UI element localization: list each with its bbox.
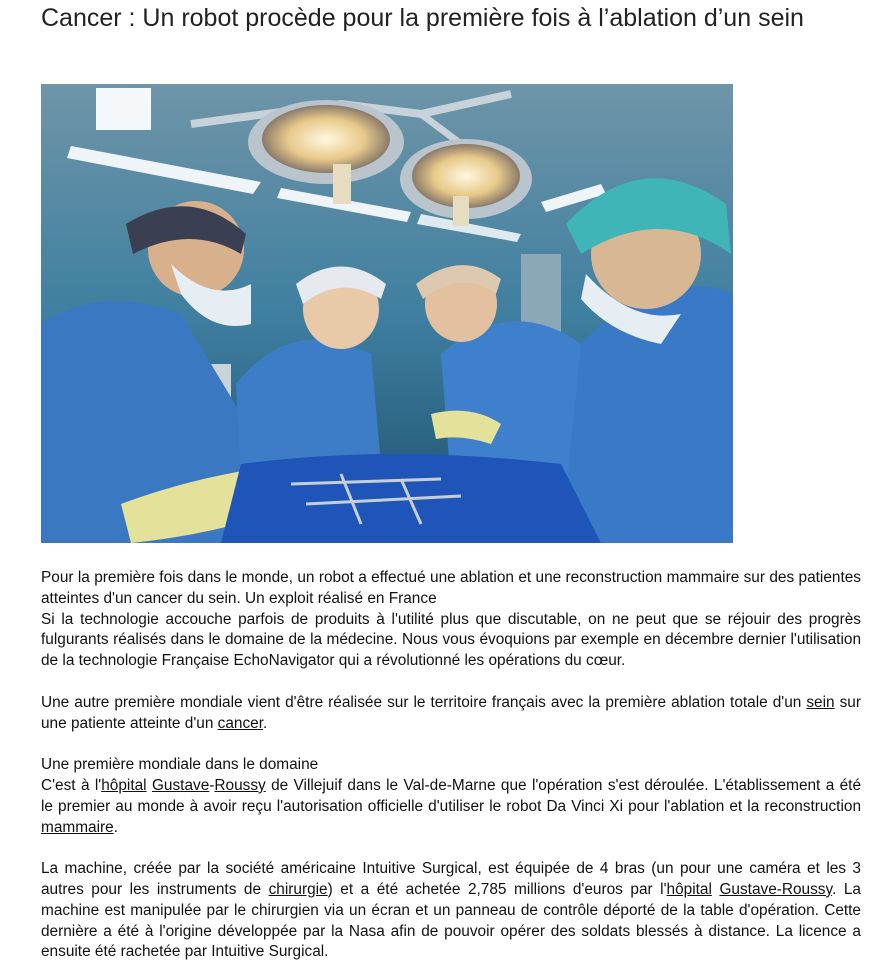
link-mammaire[interactable]: mammaire — [41, 818, 114, 836]
surgery-photo-icon — [41, 84, 733, 543]
intro-line-1: Pour la première fois dans le monde, un robot a effectué une ablation et une reconstruction mammaire sur des patientes atteintes d'un cancer du sein. Un exploit réalisé en France — [41, 569, 861, 607]
link-cancer[interactable]: cancer — [217, 714, 264, 732]
text-span: sur une patiente atteinte d'un — [41, 693, 861, 732]
text-span: . La machine est manipulée par le chirurgien via un écran et un panneau de contrôle déporté de la table d'opération. Cette dernière a été à l'origine développée par la Nasa afin de pouvoir opérer des soldats blessés à distance. La licence a ensuite été rachetée par Intuitive Surgical. — [41, 880, 861, 961]
text-span: La machine, créée par la société américaine Intuitive Surgical, est équipée de 4 bras (un pour une caméra et les 3 autres pour les instruments de — [41, 860, 861, 898]
section-heading: Une première mondiale dans le domaine — [41, 756, 319, 774]
link-hopital[interactable]: hôpital — [101, 776, 147, 794]
text-span: C'est à l' — [41, 776, 102, 794]
text-span: Une autre première mondiale vient d'être réalisée sur le territoire français avec la première ablation totale d'un — [41, 693, 807, 711]
link-hopital-2[interactable]: hôpital — [666, 880, 712, 898]
link-sein[interactable]: sein — [806, 693, 835, 711]
text-span: . — [263, 714, 268, 732]
intro-line-2: Si la technologie accouche parfois de produits à l'utilité plus que discutable, on ne peut que se réjouir des progrès fulgurants réalisés dans le domaine de la médecine. Nous vous évoquions par exemple en décembre dernier l'utilisation de la technologie Française EchoNavigator qui a révolutionné les opérations du cœur. — [41, 610, 861, 670]
surgery-photo — [41, 84, 733, 543]
article-title: Cancer : Un robot procède pour la première fois à l’ablation d’un sein — [41, 4, 804, 32]
link-roussy[interactable]: Roussy — [214, 776, 266, 794]
third-paragraph — [41, 776, 861, 838]
link-gustave-roussy[interactable]: Gustave-Roussy — [719, 880, 833, 898]
second-paragraph — [41, 693, 861, 735]
fourth-paragraph — [41, 859, 861, 963]
text-span: de Villejuif dans le Val-de-Marne que l'opération s'est déroulée. L'établissement a été le premier au monde à avoir reçu l'autorisation officielle d'utiliser le robot Da Vinci Xi pour l'ablation et la reconstruction — [41, 776, 861, 815]
text-span: . — [113, 818, 118, 836]
link-gustave[interactable]: Gustave — [151, 776, 210, 794]
intro-paragraph — [41, 568, 861, 672]
text-span: - — [209, 776, 215, 794]
article-body — [41, 568, 861, 963]
link-chirurgie[interactable]: chirurgie — [268, 880, 328, 898]
text-span: ) et a été achetée 2,785 millions d'euros par l' — [327, 880, 667, 898]
